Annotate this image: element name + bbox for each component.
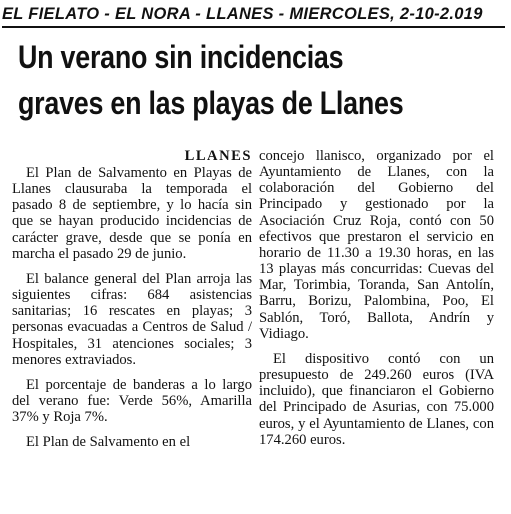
masthead: EL FIELATO - EL NORA - LLANES - MIERCOLES, 2-10-2.019 — [2, 2, 505, 28]
left-paragraph-4: El Plan de Salvamento en el — [26, 434, 191, 451]
left-paragraph-2: El balance general del Plan arroja las siguientes cifras: 684 asistencias sanitarias; 16 rescates en playas; 3 personas evacuadas a Centros de Salud / Hospitales, 31 atenciones sociales; 3 menores extraviados. — [12, 270, 252, 368]
right-paragraph-2: El dispositivo contó con un presupuesto de 249.260 euros (IVA incluido), que financiaron el Gobierno del Principado de Asurias, con 75.000 euros, y el Ayuntamiento de Llanes, con 174.260 euros. — [259, 350, 494, 448]
right-column — [259, 148, 494, 457]
headline-line-1: Un verano sin incidencias — [18, 39, 344, 75]
section-label: LLANES — [184, 148, 252, 164]
left-column — [12, 148, 252, 460]
left-paragraph-1: El Plan de Salvamento en Playas de Llanes clausuraba la temporada el pasado 8 de septiembre, y lo hacía sin que se hayan producido incidencias de carácter grave, desde que se ponía en marcha el pasado 29 de junio. — [12, 165, 252, 262]
left-paragraph-3: El porcentaje de banderas a lo largo del verano fue: Verde 56%, Amarilla 37% y Roja 7%. — [12, 376, 252, 426]
right-paragraph-1: concejo llanisco, organizado por el Ayuntamiento de Llanes, con la colaboración del Gobierno del Principado y gestionado por la Asociación Cruz Roja, contó con 50 efectivos que prestaron el servicio en horario de 11.30 a 19.30 horas, en las 13 playas más concurridas: Cuevas del Mar, Torimbia, Toranda, San Antolín, Barru, Borizu, Palombina, Poo, El Sablón, Toró, Ballota, Andrín y Vidiago. — [259, 148, 494, 342]
headline-line-2: graves en las playas de Llanes — [18, 85, 404, 121]
headline — [18, 34, 428, 126]
